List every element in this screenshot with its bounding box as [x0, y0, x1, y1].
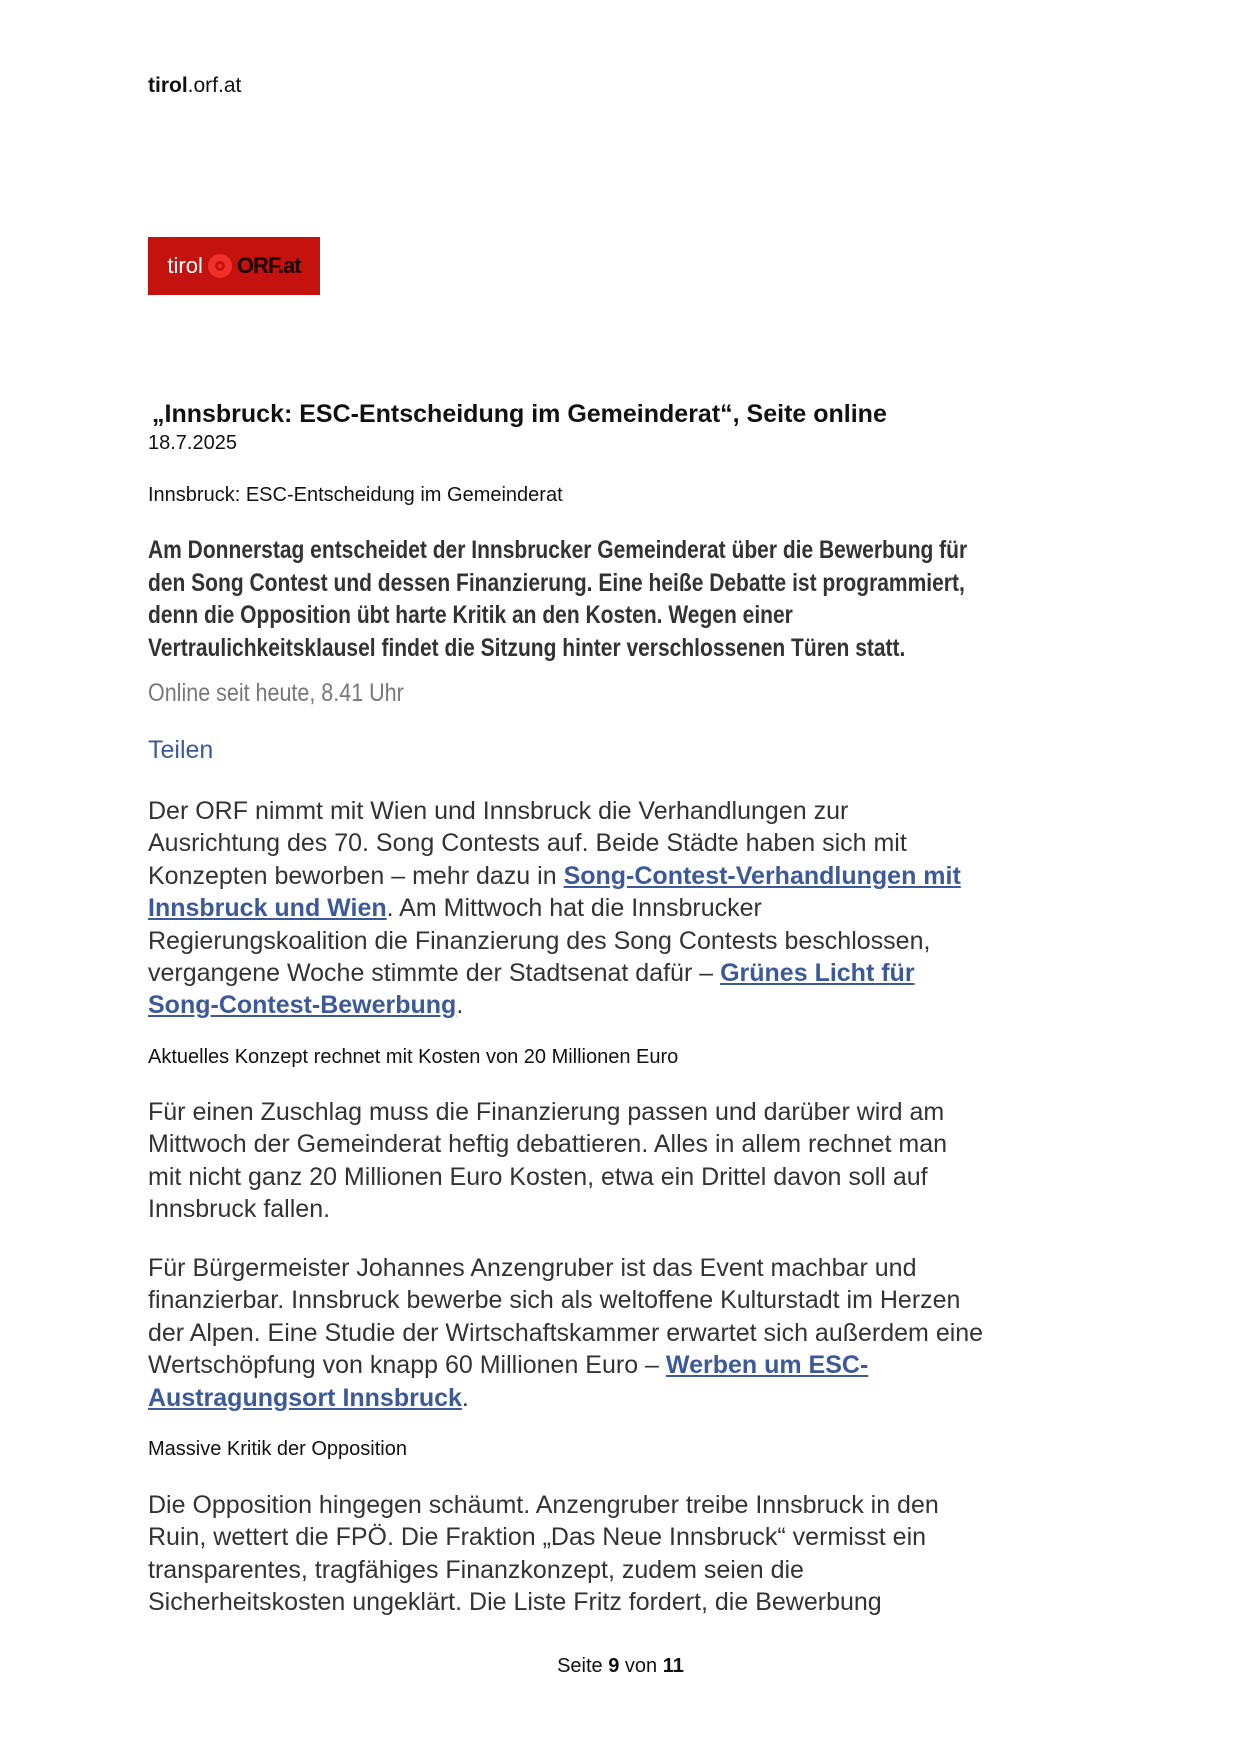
paragraph-3 — [148, 1252, 983, 1414]
text-line: Für einen Zuschlag muss die Finanzierung passen und darüber wird am — [148, 1098, 945, 1126]
text-line: Ruin, wettert die FPÖ. Die Fraktion „Das Neue Innsbruck“ vermisst ein — [148, 1523, 927, 1552]
orf-eye-icon — [208, 254, 232, 278]
text: Wertschöpfung von knapp 60 Millionen Euro – — [148, 1351, 666, 1380]
section-heading: Aktuelles Konzept rechnet mit Kosten von 20 Millionen Euro — [148, 1046, 679, 1068]
text-line: Mittwoch der Gemeinderat heftig debattieren. Alles in allem rechnet man — [148, 1130, 948, 1159]
lead-line: Am Donnerstag entscheidet der Innsbrucker Gemeinderat über die Bewerbung für — [148, 536, 968, 564]
lead-line: den Song Contest und dessen Finanzierung. Eine heiße Debatte ist programmiert, — [148, 568, 965, 597]
text-line: transparentes, tragfähiges Finanzkonzept, zudem seien die — [148, 1555, 804, 1584]
text-line: Regierungskoalition die Finanzierung des Song Contests beschlossen, — [148, 926, 931, 955]
text-line: Der ORF nimmt mit Wien und Innsbruck die Verhandlungen zur — [148, 797, 849, 825]
site-url-rest: .orf.at — [187, 74, 242, 97]
link-song-contest-verhandlungen[interactable]: Innsbruck und Wien — [148, 894, 387, 923]
text: . — [461, 1383, 469, 1412]
page-number — [0, 1655, 1241, 1678]
paragraph-4 — [148, 1489, 939, 1619]
logo-left-text: tirol — [167, 253, 203, 278]
text-line — [148, 892, 961, 924]
orf-tirol-logo — [148, 237, 320, 295]
text-line — [148, 1382, 983, 1414]
article-lead — [148, 534, 967, 664]
total-pages: 11 — [662, 1655, 684, 1677]
current-page: 9 — [608, 1655, 620, 1677]
link-gruenes-licht[interactable]: Song-Contest-Bewerbung — [148, 991, 457, 1020]
text-line: der Alpen. Eine Studie der Wirtschaftskammer erwartet sich außerdem eine — [148, 1318, 984, 1347]
paragraph-1 — [148, 795, 961, 1022]
document-date: 18.7.2025 — [148, 432, 237, 454]
logo-right-text: ORF.at — [236, 253, 301, 278]
text-line: Sicherheitskosten ungeklärt. Die Liste Fritz fordert, die Bewerbung — [148, 1588, 882, 1617]
text-line: mit nicht ganz 20 Millionen Euro Kosten, etwa ein Drittel davon soll auf — [148, 1162, 928, 1191]
text: vergangene Woche stimmte der Stadtsenat dafür – — [148, 959, 721, 988]
text-line: finanzierbar. Innsbruck bewerbe sich als weltoffene Kulturstadt im Herzen — [148, 1286, 961, 1315]
lead-line: Vertraulichkeitsklausel findet die Sitzung hinter verschlossenen Türen statt. — [148, 633, 906, 662]
link-gruenes-licht[interactable]: Grünes Licht für — [720, 959, 915, 988]
text-line: Innsbruck fallen. — [148, 1195, 331, 1224]
paragraph-2 — [148, 1096, 947, 1226]
text-line — [148, 957, 961, 989]
text-line: Für Bürgermeister Johannes Anzengruber ist das Event machbar und — [148, 1254, 917, 1282]
text: . — [456, 991, 464, 1020]
text: . Am Mittwoch hat die Innsbrucker — [386, 894, 762, 923]
online-since: Online seit heute, 8.41 Uhr — [148, 679, 404, 707]
link-werben-um-esc[interactable]: Werben um ESC- — [665, 1351, 869, 1380]
link-werben-um-esc[interactable]: Austragungsort Innsbruck — [148, 1383, 462, 1412]
text-line: Ausrichtung des 70. Song Contests auf. Beide Städte haben sich mit — [148, 829, 907, 858]
text: Seite — [557, 1655, 609, 1677]
site-url-bold: tirol — [148, 74, 188, 97]
text: Konzepten beworben – mehr dazu in — [148, 861, 564, 890]
share-link[interactable]: Teilen — [148, 736, 214, 764]
site-url — [148, 74, 241, 98]
text-line — [148, 989, 961, 1021]
text-line — [148, 1349, 983, 1381]
lead-line: denn die Opposition übt harte Kritik an den Kosten. Wegen einer — [148, 601, 793, 629]
link-song-contest-verhandlungen[interactable]: Song-Contest-Verhandlungen mit — [563, 861, 961, 890]
text: von — [619, 1655, 663, 1677]
text-line — [148, 860, 961, 892]
section-heading: Massive Kritik der Opposition — [148, 1438, 407, 1460]
article-headline: Innsbruck: ESC-Entscheidung im Gemeinderat — [148, 484, 563, 506]
text-line: Die Opposition hingegen schäumt. Anzengruber treibe Innsbruck in den — [148, 1491, 939, 1519]
document-title: „Innsbruck: ESC-Entscheidung im Gemeinderat“, Seite online — [152, 400, 887, 428]
